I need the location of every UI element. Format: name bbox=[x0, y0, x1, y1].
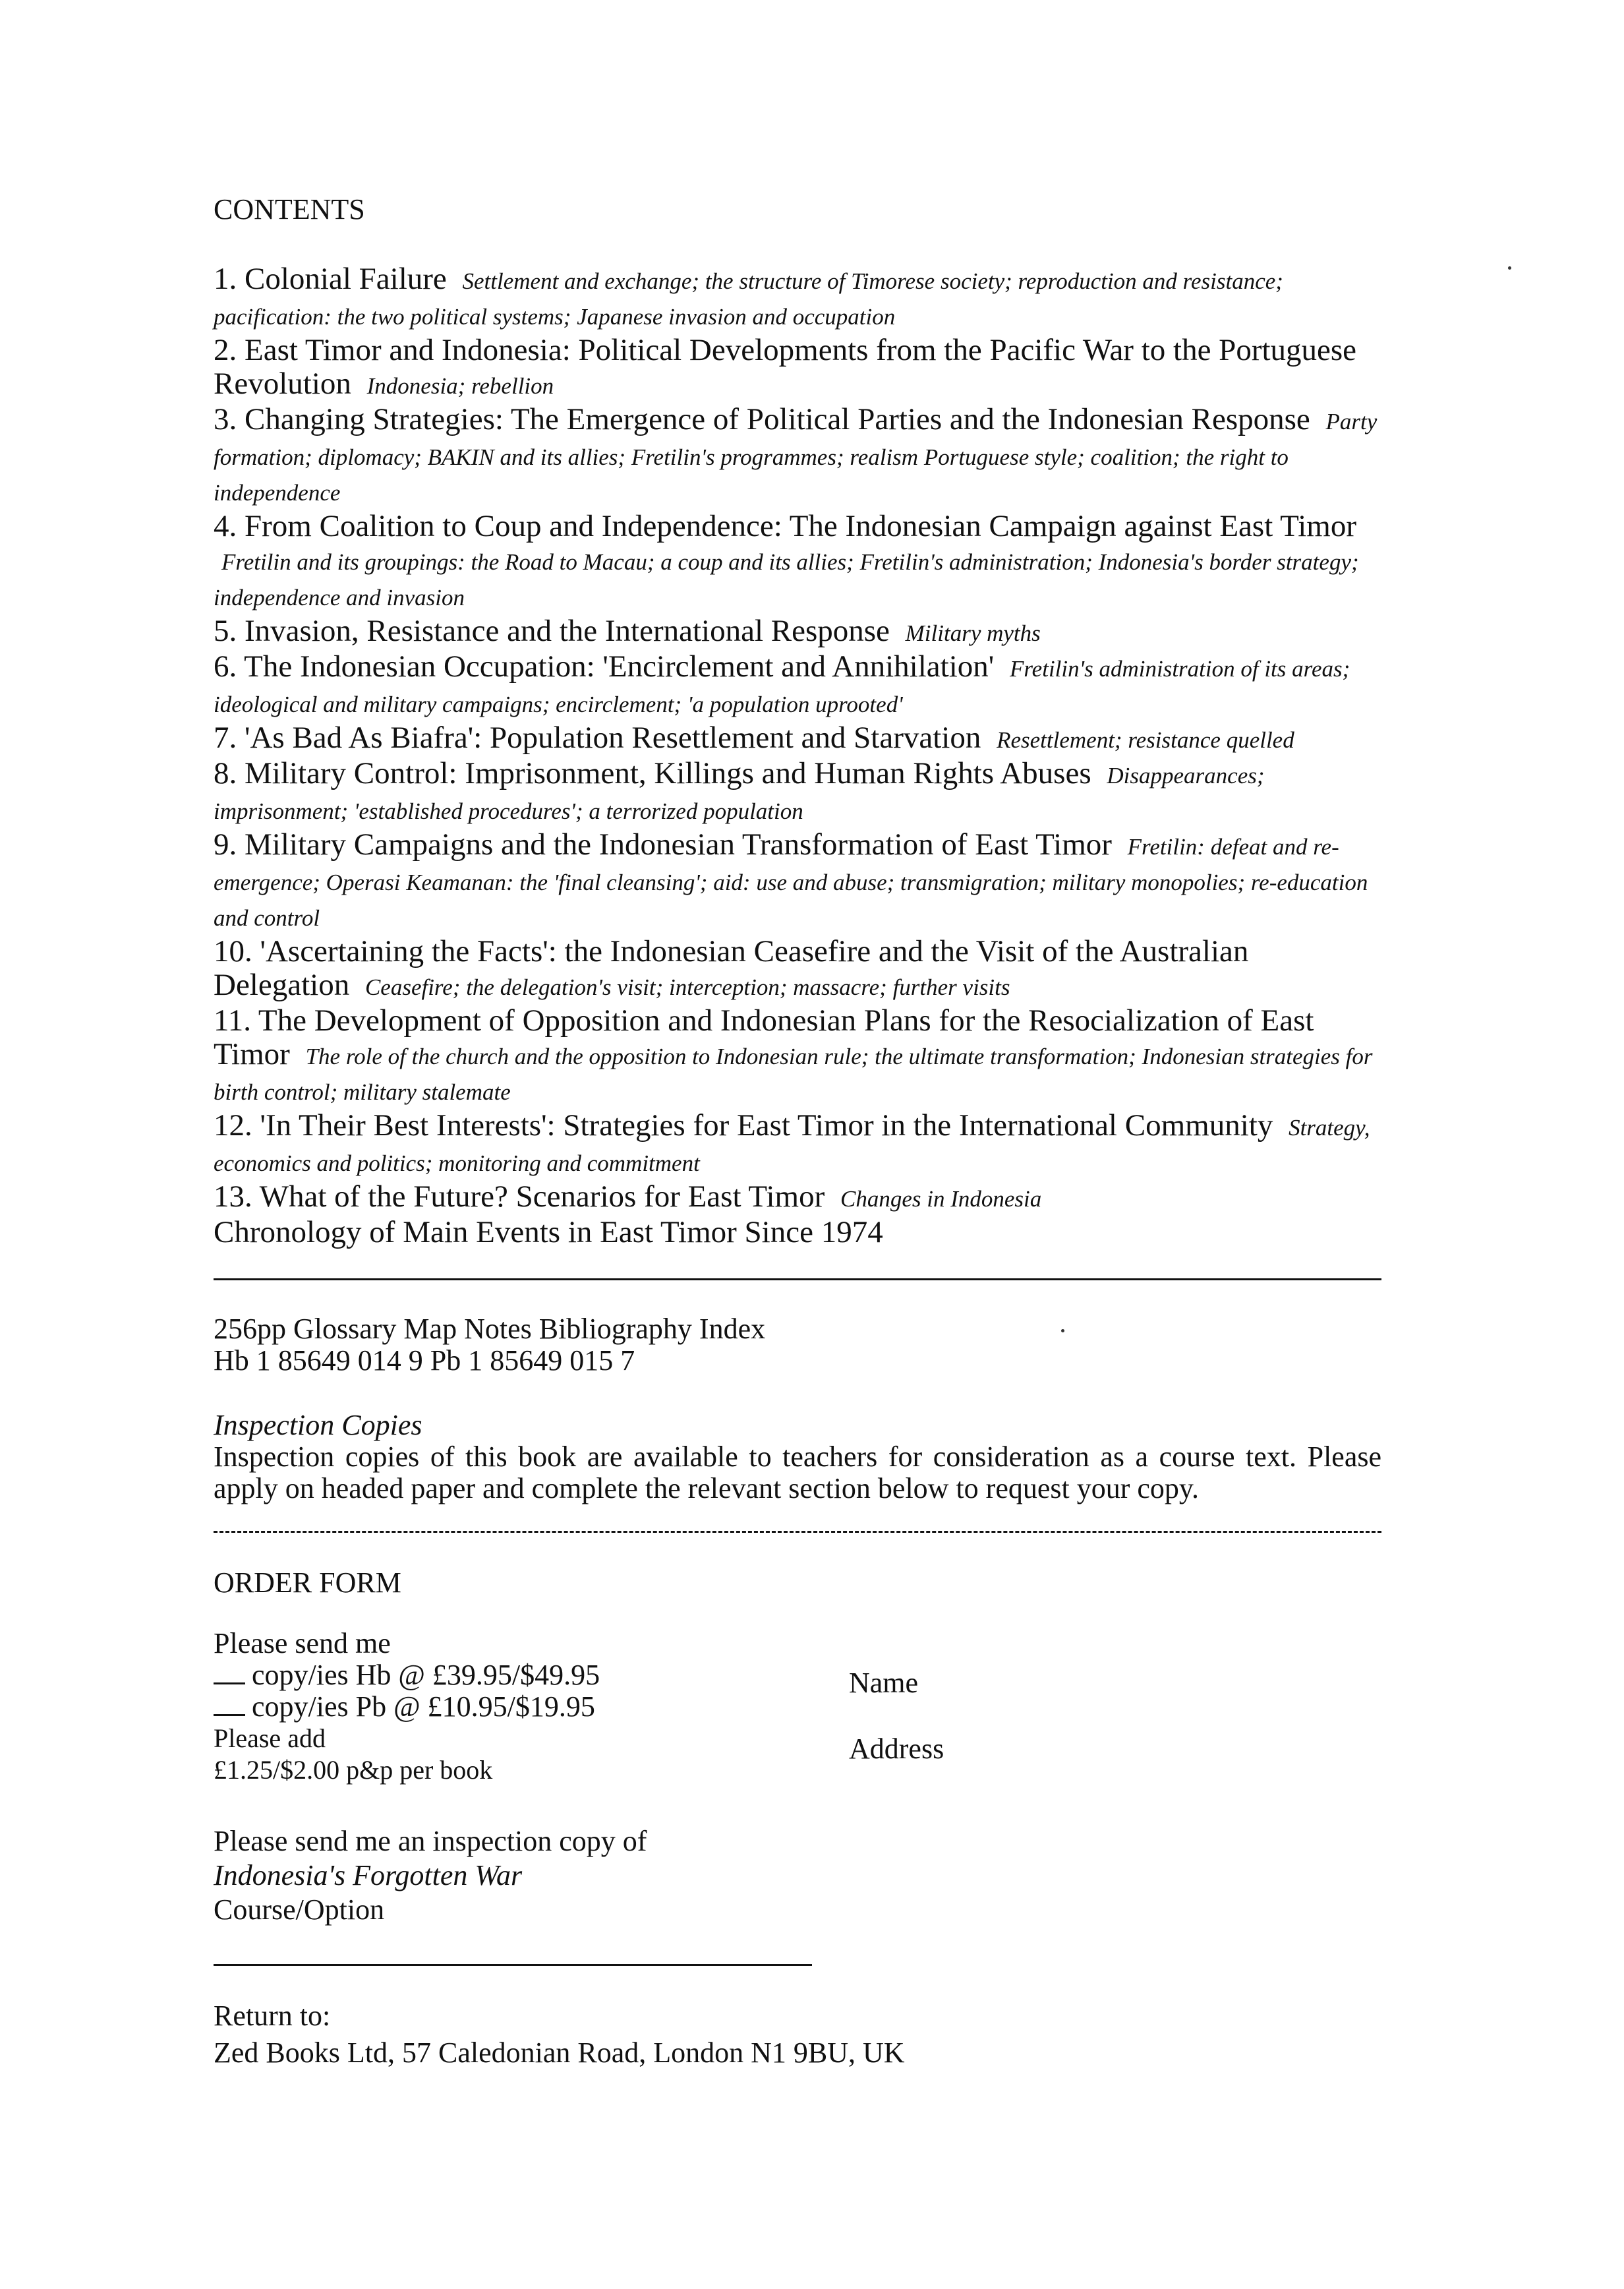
chapter-subtopics: Ceasefire; the delegation's visit; interception; massacre; further visits bbox=[364, 974, 1010, 1000]
chapter-subtopics: Fretilin and its groupings: the Road to Macau; a coup and its allies; Fretilin's administration; Indonesia's border strategy; independence and invasion bbox=[214, 549, 1359, 610]
chapter-title: 13. What of the Future? Scenarios for East Timor bbox=[214, 1179, 825, 1214]
cut-line bbox=[214, 1531, 1381, 1533]
document-page bbox=[214, 191, 1381, 2071]
order-customer bbox=[849, 1667, 944, 1799]
section-divider bbox=[214, 1278, 1381, 1280]
chapter-subtopics: The role of the church and the opposition to Indonesian rule; the ultimate transformation; Indonesian strategies for birth control; military stalemate bbox=[214, 1044, 1373, 1105]
contents-entry bbox=[214, 262, 1381, 334]
isbn-line: Hb 1 85649 014 9 Pb 1 85649 015 7 bbox=[214, 1344, 635, 1377]
hb-quantity-blank[interactable] bbox=[214, 1682, 245, 1684]
contents-entry bbox=[214, 614, 1381, 650]
chapter-subtopics: Strategy, economics and politics; monitoring and commitment bbox=[214, 1115, 1370, 1176]
contents-entry bbox=[214, 757, 1381, 828]
chapter-subtopics: Disappearances; imprisonment; 'established procedures'; a terrorized population bbox=[214, 763, 1265, 824]
contents-entry bbox=[214, 935, 1381, 1004]
postage-line: £1.25/$2.00 p&p per book bbox=[214, 1755, 493, 1785]
contents-list bbox=[214, 262, 1381, 1216]
contents-heading: CONTENTS bbox=[214, 193, 365, 225]
chapter-subtopics: Party formation; diplomacy; BAKIN and its allies; Fretilin's programmes; realism Portuguese style; coalition; the right to independence bbox=[214, 409, 1378, 506]
return-address: Zed Books Ltd, 57 Caledonian Road, London N1 9BU, UK bbox=[214, 2036, 905, 2069]
contents-entry bbox=[214, 721, 1381, 757]
chapter-title: 10. 'Ascertaining the Facts': the Indonesian Ceasefire and the Visit of the Australian Delegation bbox=[214, 934, 1249, 1002]
chronology-line: Chronology of Main Events in East Timor Since 1974 bbox=[214, 1215, 883, 1249]
inspection-request bbox=[214, 1824, 1381, 1927]
order-form-title: ORDER FORM bbox=[214, 1566, 401, 1599]
pages-line: 256pp Glossary Map Notes Bibliography Index bbox=[214, 1313, 766, 1345]
contents-entry bbox=[214, 334, 1381, 403]
inspection-text: Inspection copies of this book are available to teachers for consideration as a course text. Please apply on headed paper and complete the relevant section below to request your copy. bbox=[214, 1441, 1381, 1504]
contents-entry bbox=[214, 1004, 1381, 1109]
chapter-subtopics: Indonesia; rebellion bbox=[366, 373, 554, 399]
contents-entry bbox=[214, 1180, 1381, 1216]
inspection-section bbox=[214, 1410, 1381, 1504]
chapter-subtopics: Settlement and exchange; the structure of Timorese society; reproduction and resistance; pacification: the two political systems; Japanese invasion and occupation bbox=[214, 268, 1283, 330]
chapter-subtopics: Fretilin's administration of its areas; ideological and military campaigns; encirclement; 'a population uprooted' bbox=[214, 656, 1350, 717]
chapter-subtopics: Military myths bbox=[905, 620, 1041, 646]
inspection-request-label: Please send me an inspection copy of bbox=[214, 1825, 647, 1857]
address-field-label[interactable]: Address bbox=[849, 1733, 944, 1765]
please-add-label: Please add bbox=[214, 1723, 326, 1753]
return-section bbox=[214, 1998, 1381, 2071]
chapter-subtopics: Fretilin: defeat and re-emergence; Operasi Keamanan: the 'final cleansing'; aid: use and abuse; transmigration; military monopolies; re-education and control bbox=[214, 834, 1368, 931]
chapter-title: 11. The Development of Opposition and Indonesian Plans for the Resocialization of East Timor bbox=[214, 1003, 1314, 1071]
course-option-label[interactable]: Course/Option bbox=[214, 1893, 385, 1926]
hb-order-label: copy/ies Hb @ £39.95/$49.95 bbox=[252, 1659, 600, 1691]
chapter-title: 9. Military Campaigns and the Indonesian Transformation of East Timor bbox=[214, 827, 1112, 862]
contents-entry bbox=[214, 1109, 1381, 1180]
chapter-subtopics: Resettlement; resistance quelled bbox=[997, 727, 1294, 753]
please-send-label: Please send me bbox=[214, 1627, 391, 1659]
chapter-title: 7. 'As Bad As Biafra': Population Resettlement and Starvation bbox=[214, 721, 981, 755]
name-field-label[interactable]: Name bbox=[849, 1667, 919, 1699]
scan-speck bbox=[1508, 266, 1511, 270]
chapter-title: 8. Military Control: Imprisonment, Killings and Human Rights Abuses bbox=[214, 756, 1091, 790]
pb-quantity-blank[interactable] bbox=[214, 1714, 245, 1716]
chapter-title: 12. 'In Their Best Interests': Strategies for East Timor in the International Community bbox=[214, 1108, 1273, 1143]
book-title: Indonesia's Forgotten War bbox=[214, 1859, 523, 1891]
contents-entry bbox=[214, 650, 1381, 721]
chapter-title: 4. From Coalition to Coup and Independence: The Indonesian Campaign against East Timor bbox=[214, 509, 1356, 543]
chapter-title: 6. The Indonesian Occupation: 'Encirclement and Annihilation' bbox=[214, 649, 995, 684]
order-form bbox=[214, 1628, 1381, 1793]
chapter-subtopics: Changes in Indonesia bbox=[840, 1186, 1042, 1212]
chapter-title: 3. Changing Strategies: The Emergence of Political Parties and the Indonesian Response bbox=[214, 402, 1310, 436]
course-option-line[interactable] bbox=[214, 1964, 812, 1966]
contents-entry bbox=[214, 828, 1381, 935]
book-info bbox=[214, 1313, 1381, 1377]
contents-entry bbox=[214, 403, 1381, 510]
chapter-title: 2. East Timor and Indonesia: Political Developments from the Pacific War to the Portuguese Revolution bbox=[214, 333, 1357, 401]
order-quantities bbox=[214, 1628, 807, 1786]
hb-order-line bbox=[214, 1659, 807, 1691]
return-label: Return to: bbox=[214, 2000, 331, 2032]
chapter-title: 5. Invasion, Resistance and the International Response bbox=[214, 614, 890, 648]
contents-entry bbox=[214, 510, 1381, 614]
chapter-title: 1. Colonial Failure bbox=[214, 262, 447, 296]
inspection-title: Inspection Copies bbox=[214, 1409, 422, 1441]
pb-order-label: copy/ies Pb @ £10.95/$19.95 bbox=[252, 1690, 595, 1723]
pb-order-line bbox=[214, 1691, 807, 1723]
